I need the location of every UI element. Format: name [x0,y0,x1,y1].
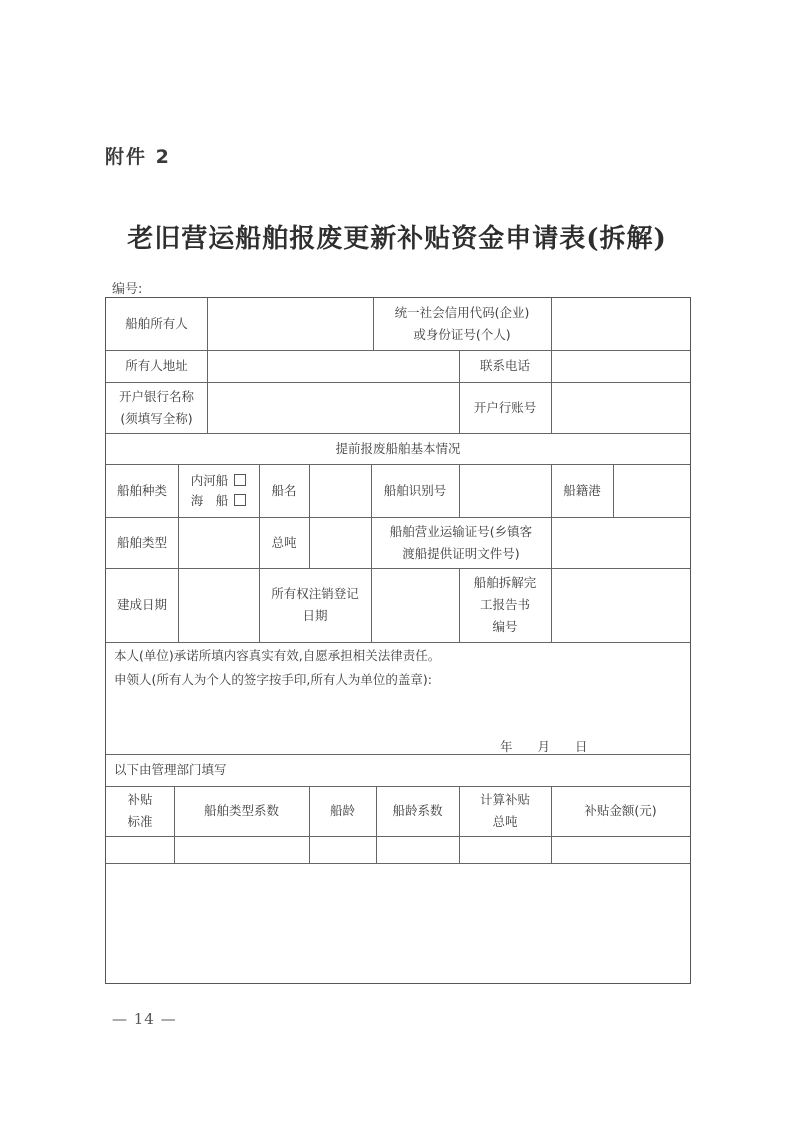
owner-label: 船舶所有人 [125,316,188,331]
owner-field[interactable] [207,298,373,350]
ship-section-title: 提前报废船舶基本情况 [335,440,461,456]
credit-code-field[interactable] [551,298,690,350]
ship-name-label: 船名 [271,482,297,498]
dereg-date-field[interactable] [371,568,459,642]
address-field[interactable] [207,350,459,382]
credit-code-label: 统一社会信用代码(企业) 或身份证号(个人) [394,305,530,342]
ship-kind-options [178,464,259,517]
dismantle-report-field[interactable] [551,568,690,642]
bank-name-field[interactable] [207,382,459,433]
age-coef-field[interactable] [376,836,459,863]
declaration-date[interactable]: 年 月 日 [500,739,588,754]
account-label: 开户行账号 [473,399,537,415]
dereg-date-label: 所有权注销登记 日期 [271,586,359,623]
sea-ship-option[interactable]: 海 船 [191,491,247,511]
ship-type-coef-field[interactable] [174,836,309,863]
ship-kind-label: 船舶种类 [116,482,167,498]
age-coef-label: 船龄系数 [392,803,443,818]
tonnage-label: 总吨 [271,534,297,550]
admin-remarks-area[interactable] [106,863,690,983]
subsidy-standard-label: 补贴 标准 [127,792,153,829]
calc-tonnage-field[interactable] [459,836,551,863]
dismantle-report-label: 船舶拆解完 工报告书 编号 [473,575,537,634]
account-field[interactable] [551,382,690,433]
calc-tonnage-label: 计算补贴 总吨 [479,792,530,829]
admin-section-header: 以下由管理部门填写 [114,762,227,777]
address-label: 所有人地址 [125,358,188,373]
inland-ship-option[interactable]: 内河船 [191,471,247,491]
port-field[interactable] [613,464,690,517]
ship-type-field[interactable] [178,517,259,568]
build-date-label: 建成日期 [116,597,167,612]
ship-type-coef-label: 船舶类型系数 [203,803,279,818]
serial-number-label: 编号: [112,282,143,297]
subsidy-amount-field[interactable] [551,836,690,863]
ship-type-label: 船舶类型 [116,534,167,550]
license-label: 船舶营业运输证号(乡镇客 渡船提供证明文件号) [389,523,533,561]
subsidy-amount-label: 补贴金额(元) [584,803,657,818]
ship-id-field[interactable] [459,464,551,517]
inland-ship-checkbox[interactable] [234,474,246,486]
license-field[interactable] [551,517,690,568]
page-number: — 14 — [112,1010,177,1028]
bank-name-label: 开户银行名称 (须填写全称) [118,388,194,426]
ship-name-field[interactable] [309,464,371,517]
phone-field[interactable] [551,350,690,382]
declaration-line-1: 本人(单位)承诺所填内容真实有效,自愿承担相关法律责任。 [114,648,441,663]
row-line [106,642,690,643]
ship-age-label: 船龄 [329,803,355,818]
tonnage-field[interactable] [309,517,371,568]
port-label: 船籍港 [563,482,601,498]
phone-label: 联系电话 [479,358,530,373]
subsidy-standard-field[interactable] [106,836,174,863]
application-form [105,297,691,984]
build-date-field[interactable] [178,568,259,642]
attachment-label: 附件 2 [105,146,171,168]
ship-age-field[interactable] [309,836,376,863]
sea-ship-checkbox[interactable] [234,494,246,506]
form-title: 老旧营运船舶报废更新补贴资金申请表(拆解) [127,224,667,254]
ship-id-label: 船舶识别号 [383,482,447,498]
declaration-line-2: 申领人(所有人为个人的签字按手印,所有人为单位的盖章): [114,672,432,687]
